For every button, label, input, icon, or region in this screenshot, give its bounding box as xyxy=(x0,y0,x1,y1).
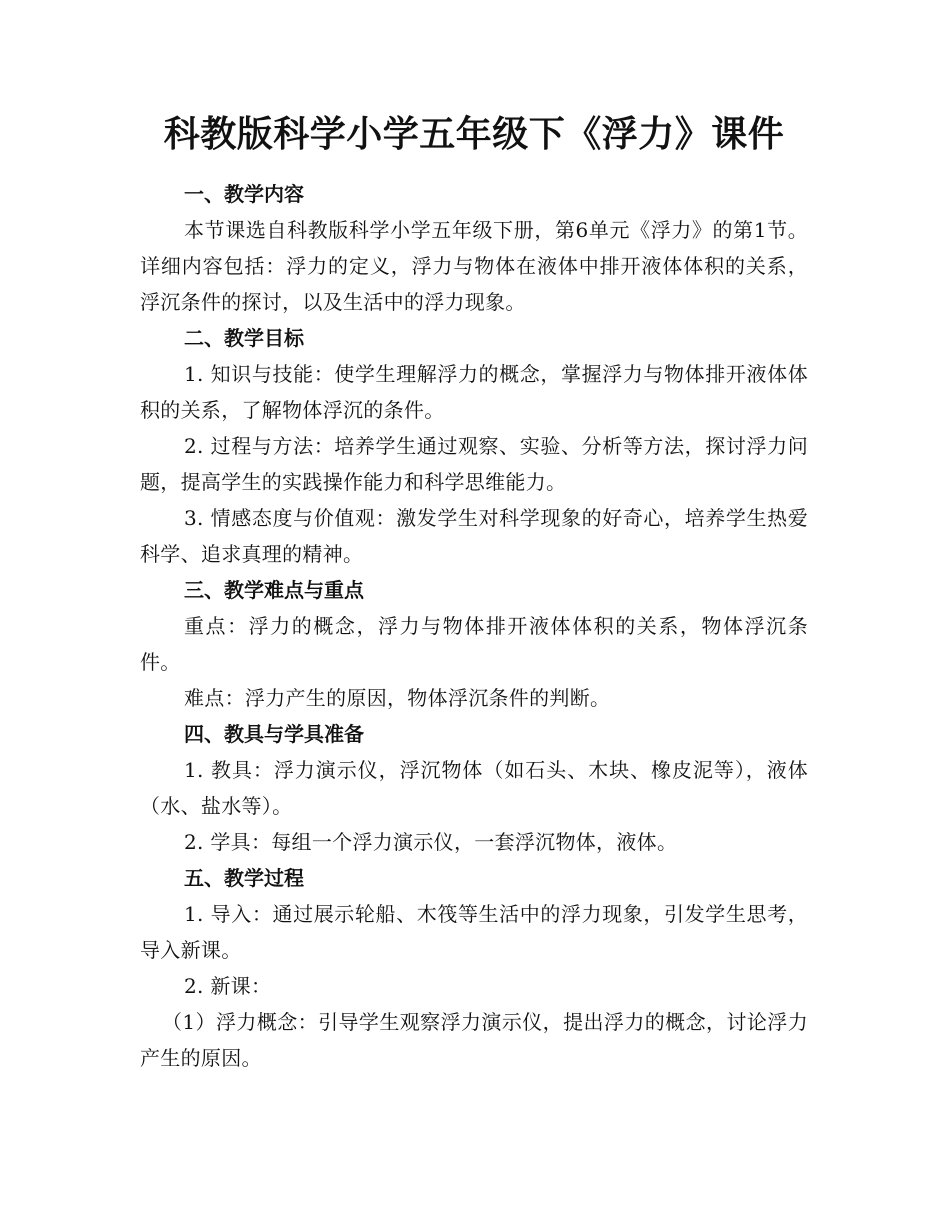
section-teaching-aids xyxy=(140,716,808,860)
paragraph: 难点：浮力产生的原因，物体浮沉条件的判断。 xyxy=(184,686,611,710)
paragraph: 3. 情感态度与价值观：激发学生对科学现象的好奇心，培养学生热爱科学、追求真理的精神。 xyxy=(140,506,808,566)
paragraph: 重点：浮力的概念，浮力与物体排开液体体积的关系，物体浮沉条件。 xyxy=(140,614,808,674)
paragraph: 1. 教具：浮力演示仪，浮沉物体（如石头、木块、橡皮泥等），液体（水、盐水等）。 xyxy=(140,758,808,818)
section-heading: 五、教学过程 xyxy=(184,866,304,890)
paragraph: 本节课选自科教版科学小学五年级下册，第6单元《浮力》的第1节。详细内容包括：浮力的定义，浮力与物体在液体中排开液体体积的关系，浮沉条件的探讨，以及生活中的浮力现象。 xyxy=(140,218,808,314)
section-heading: 一、教学内容 xyxy=(184,182,304,206)
section-key-and-difficult-points xyxy=(140,572,808,716)
section-heading: 三、教学难点与重点 xyxy=(184,578,364,602)
paragraph: 1. 知识与技能：使学生理解浮力的概念，掌握浮力与物体排开液体体积的关系，了解物体浮沉的条件。 xyxy=(140,362,808,422)
paragraph: 2. 新课： xyxy=(184,974,272,998)
section-heading: 二、教学目标 xyxy=(184,326,304,350)
section-heading: 四、教具与学具准备 xyxy=(184,722,364,746)
document-title: 科教版科学小学五年级下《浮力》课件 xyxy=(163,114,785,155)
paragraph: 2. 过程与方法：培养学生通过观察、实验、分析等方法，探讨浮力问题，提高学生的实践操作能力和科学思维能力。 xyxy=(140,434,808,494)
paragraph: （1）浮力概念：引导学生观察浮力演示仪，提出浮力的概念，讨论浮力产生的原因。 xyxy=(140,1010,808,1070)
paragraph: 1. 导入：通过展示轮船、木筏等生活中的浮力现象，引发学生思考，导入新课。 xyxy=(140,902,808,962)
section-teaching-process xyxy=(140,860,808,1076)
section-teaching-content xyxy=(140,176,808,320)
paragraph: 2. 学具：每组一个浮力演示仪，一套浮沉物体，液体。 xyxy=(184,830,678,854)
section-teaching-objectives xyxy=(140,320,808,572)
